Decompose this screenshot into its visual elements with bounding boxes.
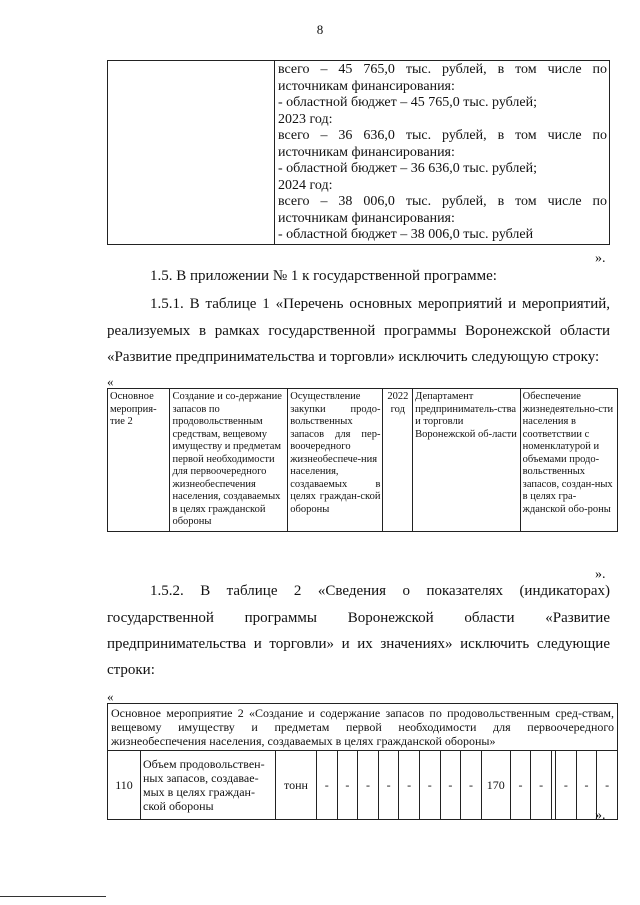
table-2-row-number: 110 (108, 751, 141, 820)
table-2-section-header: Основное мероприятие 2 «Создание и содержание запасов по продовольственным сред-ствам, вещевому имуществу и предметам первой необходимости для первоочередного жизнеобеспечения населения, создаваемых в целях гражданской обороны» (108, 704, 618, 751)
table-2-indicator-name: Объем продовольствен-ных запасов, создавае-мых в целях граждан-ской обороны (141, 751, 276, 820)
table-2-value: - (531, 751, 552, 820)
opening-quote-2: « (107, 689, 114, 704)
table-1-cell-year: 2022 год (383, 389, 413, 532)
table-2-value: - (510, 751, 531, 820)
financing-line: источникам финансирования: (278, 144, 455, 160)
table-2-value: - (597, 751, 618, 820)
table-1-cell-status: Основное мероприя-тие 2 (108, 389, 170, 532)
table-2-value: - (317, 751, 338, 820)
financing-line: - областной бюджет – 36 636,0 тыс. рублей; (278, 161, 537, 176)
financing-line: - областной бюджет – 38 006,0 тыс. рублей (278, 227, 534, 242)
table-1-cell-title: Создание и со-держание запасов по продовольственным средствам, вещевому имуществу и предметам первой необходимости для первоочередного жизнеобеспечения населения, создаваемых в целях гражданской обороны (170, 389, 288, 532)
financing-line: источникам финансирования: (278, 210, 455, 226)
table-2-unit: тонн (276, 751, 317, 820)
table-2-value: - (461, 751, 482, 820)
paragraph-1-5-2-line4: строки: (107, 662, 155, 678)
table-2-value: - (399, 751, 420, 820)
page-number: 8 (316, 22, 324, 37)
table-row (108, 751, 618, 820)
table-1-cell-executor: Департамент предприниматель-ства и торговли Воронежской об-ласти (413, 389, 521, 532)
table-2-excerpt (107, 703, 618, 820)
footnote-divider (0, 896, 106, 897)
table-2-value: - (337, 751, 358, 820)
table-row (108, 704, 618, 751)
financing-line: 2024 год: (278, 177, 333, 193)
financing-empty-cell (108, 61, 275, 245)
table-1-cell-result: Обеспечение жизнедеятельно-сти населения в соответствии с номенклатурой и объемами продо-вольственных запасов, создан-ных в целях гра-жданской обо-роны (520, 389, 617, 532)
financing-text-cell (275, 61, 610, 245)
financing-table (107, 60, 610, 245)
table-2-value: - (556, 751, 577, 820)
table-2-value: - (440, 751, 461, 820)
table-1-excerpt (107, 388, 618, 532)
financing-line: всего – 38 006,0 тыс. рублей, в том числе по (278, 194, 607, 209)
closing-quote-1: ». (595, 251, 606, 266)
closing-quote-2: ». (595, 567, 606, 582)
closing-quote-3: ». (595, 808, 606, 823)
table-row (108, 389, 618, 532)
paragraph-1-5-2-line2: государственной программы Воронежской области «Развитие (107, 610, 610, 626)
table-2-value: - (358, 751, 379, 820)
table-2-value: 170 (481, 751, 510, 820)
table-2-value: - (419, 751, 440, 820)
financing-line: 2023 год: (278, 111, 333, 127)
financing-line: всего – 45 765,0 тыс. рублей, в том числе по (278, 62, 607, 77)
financing-line: источникам финансирования: (278, 78, 455, 94)
paragraph-1-5: 1.5. В приложении № 1 к государственной программе: (150, 268, 497, 284)
paragraph-1-5-2-line1: 1.5.2. В таблице 2 «Сведения о показателях (индикаторах) (150, 583, 610, 599)
table-2-value: - (576, 751, 597, 820)
paragraph-1-5-1-first-line: 1.5.1. В таблице 1 «Перечень основных мероприятий и мероприятий, (150, 296, 610, 312)
paragraph-1-5-1-body: реализуемых в рамках государственной программы Воронежской области «Развитие предпринимательства и торговли» исключить следующую строку: (107, 323, 610, 365)
table-2-value: - (378, 751, 399, 820)
table-1-cell-action: Осуществление закупки продо-вольственных запасов для пер-воочередного жизнеобеспече-ния населения, создаваемых в целях граждан-ской обороны (288, 389, 383, 532)
opening-quote-1: « (107, 374, 114, 389)
financing-line: всего – 36 636,0 тыс. рублей, в том числе по (278, 128, 607, 143)
financing-line: - областной бюджет – 45 765,0 тыс. рублей; (278, 95, 537, 110)
paragraph-1-5-2-line3: предпринимательства и торговли» и их значениях» исключить следующие (107, 636, 610, 652)
